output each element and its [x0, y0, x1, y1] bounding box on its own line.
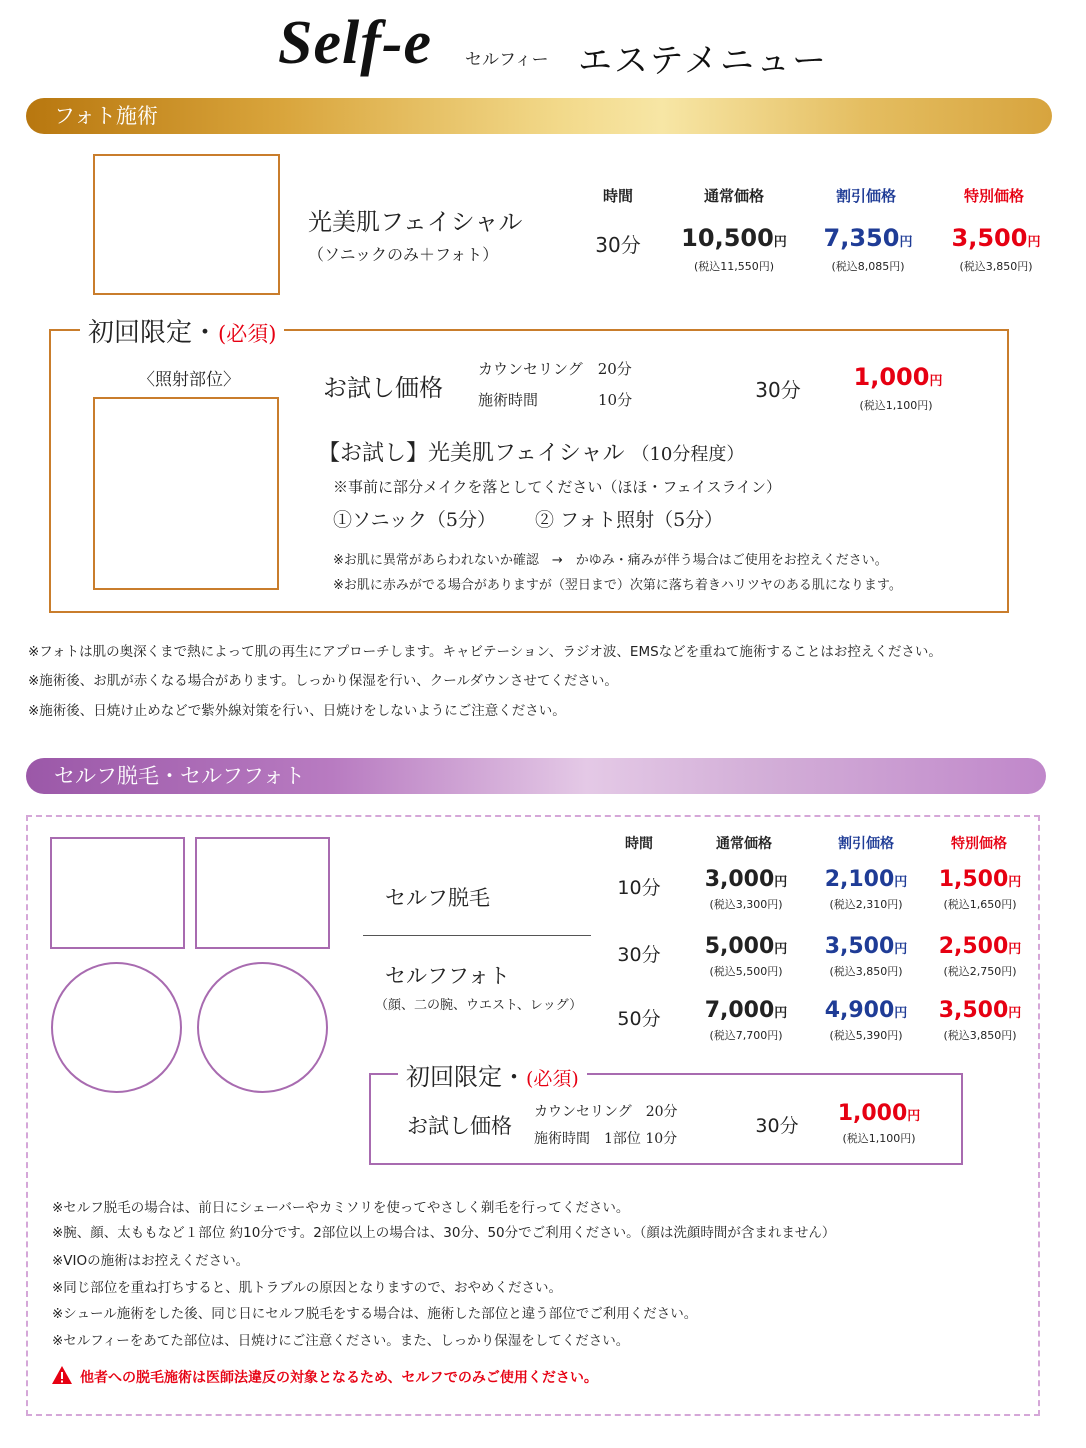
photo-item-name: 光美肌フェイシャル — [308, 208, 523, 236]
self-col-time: 時間 — [625, 836, 653, 852]
self-row1-special: 1,500円 — [938, 867, 1022, 892]
self-row3-special-tax: (税込3,850円) — [943, 1029, 1017, 1042]
self-note-6: ※セルフィーをあてた部位は、日焼けにご注意ください。また、しっかり保湿をしてください。 — [52, 1333, 630, 1349]
photo-special-price: 3,500円 — [951, 224, 1041, 252]
self-note-2: ※腕、顔、太ももなど１部位 約10分です。2部位以上の場合は、30分、50分でご利用ください。（顔は洗顔時間が含まれません） — [52, 1225, 836, 1241]
photo-trial-price: 1,000円 — [853, 363, 943, 391]
photo-trial-counseling: カウンセリング 20分 — [478, 360, 632, 378]
photo-course-title — [318, 436, 744, 467]
self-trial-price: 1,000円 — [837, 1101, 921, 1126]
self-image-placeholder-1 — [50, 837, 185, 949]
self-row3-time: 50分 — [617, 1008, 661, 1030]
self-row3-discount-tax: (税込5,390円) — [829, 1029, 903, 1042]
warning-text: 他者への脱毛施術は医師法違反の対象となるため、セルフでのみご使用ください。 — [80, 1370, 598, 1386]
self-circle-placeholder-2 — [197, 962, 328, 1093]
self-trial-tax: (税込1,100円) — [842, 1132, 916, 1145]
col-time: 時間 — [602, 187, 633, 205]
self-col-normal: 通常価格 — [716, 836, 772, 852]
self-row1-normal-tax: (税込3,300円) — [709, 898, 783, 911]
self-row2-discount: 3,500円 — [824, 934, 908, 959]
photo-area-image-placeholder — [93, 397, 279, 590]
photo-note-1: ※フォトは肌の奥深くまで熱によって肌の再生にアプローチします。キャビテーション、ラジオ波、EMSなどを重ねて施術することはお控えください。 — [28, 644, 942, 660]
self-col-discount: 割引価格 — [838, 836, 894, 852]
self-row2-normal-tax: (税込5,500円) — [709, 965, 783, 978]
logo: Self-e — [278, 9, 433, 77]
photo-trial-legend — [80, 312, 284, 349]
self-divider — [363, 935, 591, 936]
self-trial-counseling: カウンセリング 20分 — [534, 1104, 678, 1120]
photo-special-tax: (税込3,850円) — [959, 260, 1033, 273]
photo-note-2: ※施術後、お肌が赤くなる場合があります。しっかり保湿を行い、クールダウンさせてください。 — [28, 673, 618, 689]
col-discount: 割引価格 — [835, 187, 896, 205]
col-normal: 通常価格 — [703, 187, 764, 205]
self-row3-special: 3,500円 — [938, 998, 1022, 1023]
photo-course-title-text: 【お試し】光美肌フェイシャル — [318, 441, 625, 466]
photo-discount-tax: (税込8,085円) — [831, 260, 905, 273]
photo-normal-price: 10,500円 — [681, 224, 787, 252]
self-row1-discount: 2,100円 — [824, 867, 908, 892]
self-circle-placeholder-1 — [51, 962, 182, 1093]
photo-trial-treatment: 施術時間 10分 — [478, 391, 633, 409]
page-title: エステメニュー — [578, 41, 828, 81]
self-col-special: 特別価格 — [951, 836, 1007, 852]
photo-discount-price: 7,350円 — [823, 224, 913, 252]
self-image-placeholder-2 — [195, 837, 330, 949]
warning-icon — [51, 1365, 73, 1385]
self-item2-sub: （顔、二の腕、ウエスト、レッグ） — [375, 998, 583, 1013]
section-bar-photo-label: フォト施術 — [54, 104, 158, 128]
section-bar-self-label: セルフ脱毛・セルフフォト — [54, 764, 305, 788]
photo-caution1: ※お肌に異常があらわれないか確認 → かゆみ・痛みが伴う場合はご使用をお控えください。 — [333, 553, 888, 568]
photo-note-3: ※施術後、日焼け止めなどで紫外線対策を行い、日焼けをしないようにご注意ください。 — [28, 703, 566, 719]
self-row2-special-tax: (税込2,750円) — [943, 965, 1017, 978]
self-trial-legend-title: 初回限定・ — [406, 1063, 526, 1091]
self-trial-legend — [398, 1057, 587, 1092]
self-item1-name: セルフ脱毛 — [385, 886, 490, 910]
photo-trial-tax: (税込1,100円) — [859, 399, 933, 412]
photo-item-sub: （ソニックのみ＋フォト） — [308, 245, 499, 264]
photo-step1: ①ソニック（5分） — [333, 509, 496, 531]
self-row1-time: 10分 — [617, 877, 661, 899]
photo-trial-legend-title: 初回限定・ — [88, 318, 219, 348]
self-row1-discount-tax: (税込2,310円) — [829, 898, 903, 911]
photo-caution2: ※お肌に赤みがでる場合がありますが（翌日まで）次第に落ち着きハリツヤのある肌になります。 — [333, 578, 902, 593]
self-trial-legend-required: (必須) — [526, 1068, 579, 1090]
photo-area-label: 〈照射部位〉 — [138, 370, 240, 390]
self-row1-normal: 3,000円 — [704, 867, 788, 892]
photo-trial-label: お試し価格 — [323, 374, 443, 402]
photo-time: 30分 — [595, 233, 641, 257]
self-row2-discount-tax: (税込3,850円) — [829, 965, 903, 978]
self-note-4: ※同じ部位を重ね打ちすると、肌トラブルの原因となりますので、おやめください。 — [52, 1280, 563, 1296]
logo-reading: セルフィー — [465, 50, 549, 70]
section-bar-self — [26, 758, 1046, 794]
section-bar-photo — [26, 98, 1052, 134]
photo-trial-time: 30分 — [755, 378, 801, 402]
photo-trial-legend-required: (必須) — [218, 322, 277, 346]
self-row3-normal: 7,000円 — [704, 998, 788, 1023]
self-row3-discount: 4,900円 — [824, 998, 908, 1023]
self-row2-normal: 5,000円 — [704, 934, 788, 959]
self-item2-name: セルフフォト — [385, 964, 510, 988]
self-note-1: ※セルフ脱毛の場合は、前日にシェーバーやカミソリを使ってやさしく剃毛を行ってください。 — [52, 1200, 630, 1216]
self-note-3: ※VIOの施術はお控えください。 — [52, 1253, 250, 1269]
self-row2-special: 2,500円 — [938, 934, 1022, 959]
self-row3-normal-tax: (税込7,700円) — [709, 1029, 783, 1042]
self-trial-time: 30分 — [755, 1115, 799, 1137]
photo-step2: ② フォト照射（5分） — [535, 509, 724, 531]
self-row1-special-tax: (税込1,650円) — [943, 898, 1017, 911]
self-row2-time: 30分 — [617, 944, 661, 966]
photo-normal-tax: (税込11,550円) — [693, 260, 775, 273]
photo-image-placeholder — [93, 154, 280, 295]
self-trial-label: お試し価格 — [407, 1114, 512, 1138]
photo-course-duration: （10分程度） — [631, 444, 745, 465]
self-note-5: ※シュール施術をした後、同じ日にセルフ脱毛をする場合は、施術した部位と違う部位でご利用ください。 — [52, 1306, 698, 1322]
photo-makeup-note: ※事前に部分メイクを落としてください（ほほ・フェイスライン） — [333, 478, 782, 496]
col-special: 特別価格 — [963, 187, 1024, 205]
self-trial-treatment: 施術時間 1部位 10分 — [534, 1131, 678, 1147]
